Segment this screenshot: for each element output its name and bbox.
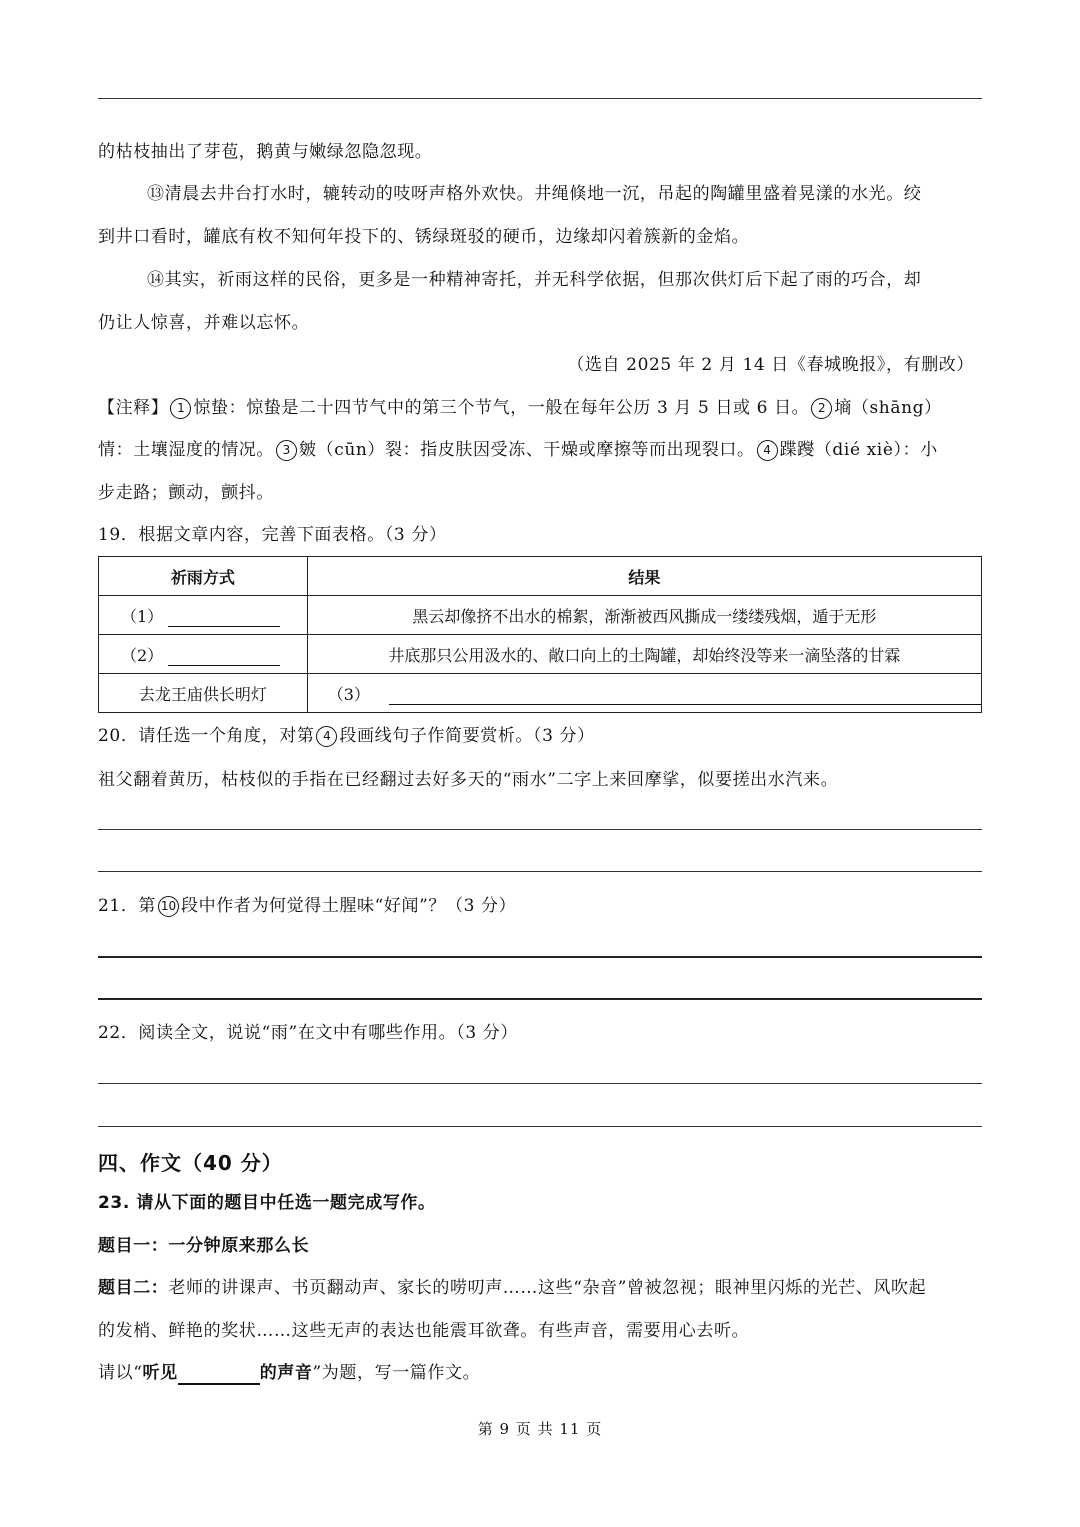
paragraph-marker-13: ⑬: [147, 184, 165, 204]
question-21-prompt: 21．第 10 段中作者为何觉得土腥味“好闻”？（3 分）: [98, 896, 517, 916]
question-20-quote: 祖父翻着黄历，枯枝似的手指在已经翻过去好多天的“雨水”二字上来回摩挲，似要搓出水汽来。: [98, 770, 839, 790]
answer-line[interactable]: [98, 871, 982, 872]
passage-line: 的枯枝抽出了芽苞，鹅黄与嫩绿忽隐忽现。: [98, 142, 433, 162]
answer-blank-3[interactable]: [389, 686, 981, 705]
essay-instruction: 请以“听见 的声音”为题，写一篇作文。: [98, 1363, 481, 1383]
table-header-row: [99, 557, 982, 596]
answer-line[interactable]: [98, 956, 982, 958]
paragraph-14-cont: 仍让人惊喜，并难以忘怀。: [98, 313, 310, 333]
paragraph-marker-14: ⑭: [147, 270, 165, 290]
table-header-method: 祈雨方式: [99, 557, 308, 596]
answer-blank-2[interactable]: [168, 647, 280, 666]
paragraph-14: ⑭其实，祈雨这样的民俗，更多是一种精神寄托，并无科学依据，但那次供灯后下起了雨的巧合，却: [147, 270, 922, 290]
page-number: 第 9 页 共 11 页: [477, 1420, 603, 1438]
table-header-result: 结果: [307, 557, 981, 596]
paragraph-ref-10: 10: [158, 896, 179, 917]
answer-line[interactable]: [98, 1126, 982, 1127]
question-23-prompt: 23. 请从下面的题目中任选一题完成写作。: [98, 1193, 436, 1213]
title-blank[interactable]: [178, 1365, 260, 1385]
question-22-prompt: 22．阅读全文，说说“雨”在文中有哪些作用。（3 分）: [98, 1023, 518, 1043]
answer-line[interactable]: [98, 1083, 982, 1084]
note-marker-4: 4: [757, 440, 778, 461]
notes-line-3: 步走路；颤动，颤抖。: [98, 483, 274, 503]
topic-two: 题目二：老师的讲课声、书页翻动声、家长的唠叨声……这些“杂音”曾被忽视；眼神里闪烁的光芒、风吹起: [98, 1278, 927, 1298]
source-citation: （选自 2025 年 2 月 14 日《春城晚报》，有删改）: [567, 355, 974, 375]
answer-line[interactable]: [98, 829, 982, 830]
topic-two-label: 题目二：: [98, 1278, 169, 1298]
rain-method-table: [98, 556, 982, 713]
notes-label: 【注释】: [98, 398, 169, 418]
paragraph-13: ⑬清晨去井台打水时，辘转动的吱呀声格外欢快。井绳倏地一沉，吊起的陶罐里盛着晃漾的水光。绞: [147, 184, 922, 204]
table-cell-result: 井底那只公用汲水的、敞口向上的土陶罐，却始终没等来一滴坠落的甘霖: [307, 635, 981, 674]
question-19-prompt: 19．根据文章内容，完善下面表格。（3 分）: [98, 525, 447, 545]
top-rule: [98, 98, 982, 99]
answer-blank-1[interactable]: [168, 608, 280, 627]
table-row: [99, 674, 982, 713]
table-cell-method: （2）: [99, 635, 308, 674]
notes-line-1: 【注释】 1 惊蛰：惊蛰是二十四节气中的第三个节气，一般在每年公历 3 月 5 日或 6 日。 2 墒（shāng）: [98, 398, 942, 418]
table-row: [99, 596, 982, 635]
paragraph-13-cont: 到井口看时，罐底有枚不知何年投下的、锈绿斑驳的硬币，边缘却闪着簇新的金焰。: [98, 227, 750, 247]
table-row: [99, 635, 982, 674]
paragraph-ref-4: 4: [316, 726, 337, 747]
topic-one-label: 题目一：: [98, 1236, 169, 1256]
note-marker-2: 2: [811, 398, 832, 419]
table-cell-method: 去龙王庙供长明灯: [99, 674, 308, 713]
answer-line[interactable]: [98, 998, 982, 1000]
note-marker-1: 1: [170, 398, 191, 419]
table-cell-result: （3）: [307, 674, 981, 713]
notes-line-2: 情：土壤湿度的情况。 3 皴（cūn）裂：指皮肤因受冻、干燥或摩擦等而出现裂口。 4 蹀躞（dié xiè）：小: [98, 440, 938, 460]
table-cell-result: 黑云却像挤不出水的棉絮，渐渐被西风撕成一缕缕残烟，遁于无形: [307, 596, 981, 635]
question-20-prompt: 20．请任选一个角度，对第 4 段画线句子作简要赏析。（3 分）: [98, 726, 595, 746]
topic-one-title: 一分钟原来那么长: [168, 1236, 310, 1256]
topic-one: [98, 1234, 309, 1258]
note-marker-3: 3: [276, 440, 297, 461]
table-cell-method: （1）: [99, 596, 308, 635]
section-title: 四、作文（40 分）: [98, 1151, 283, 1175]
topic-two-cont: 的发梢、鲜艳的奖状……这些无声的表达也能震耳欲聋。有些声音，需要用心去听。: [98, 1321, 750, 1341]
